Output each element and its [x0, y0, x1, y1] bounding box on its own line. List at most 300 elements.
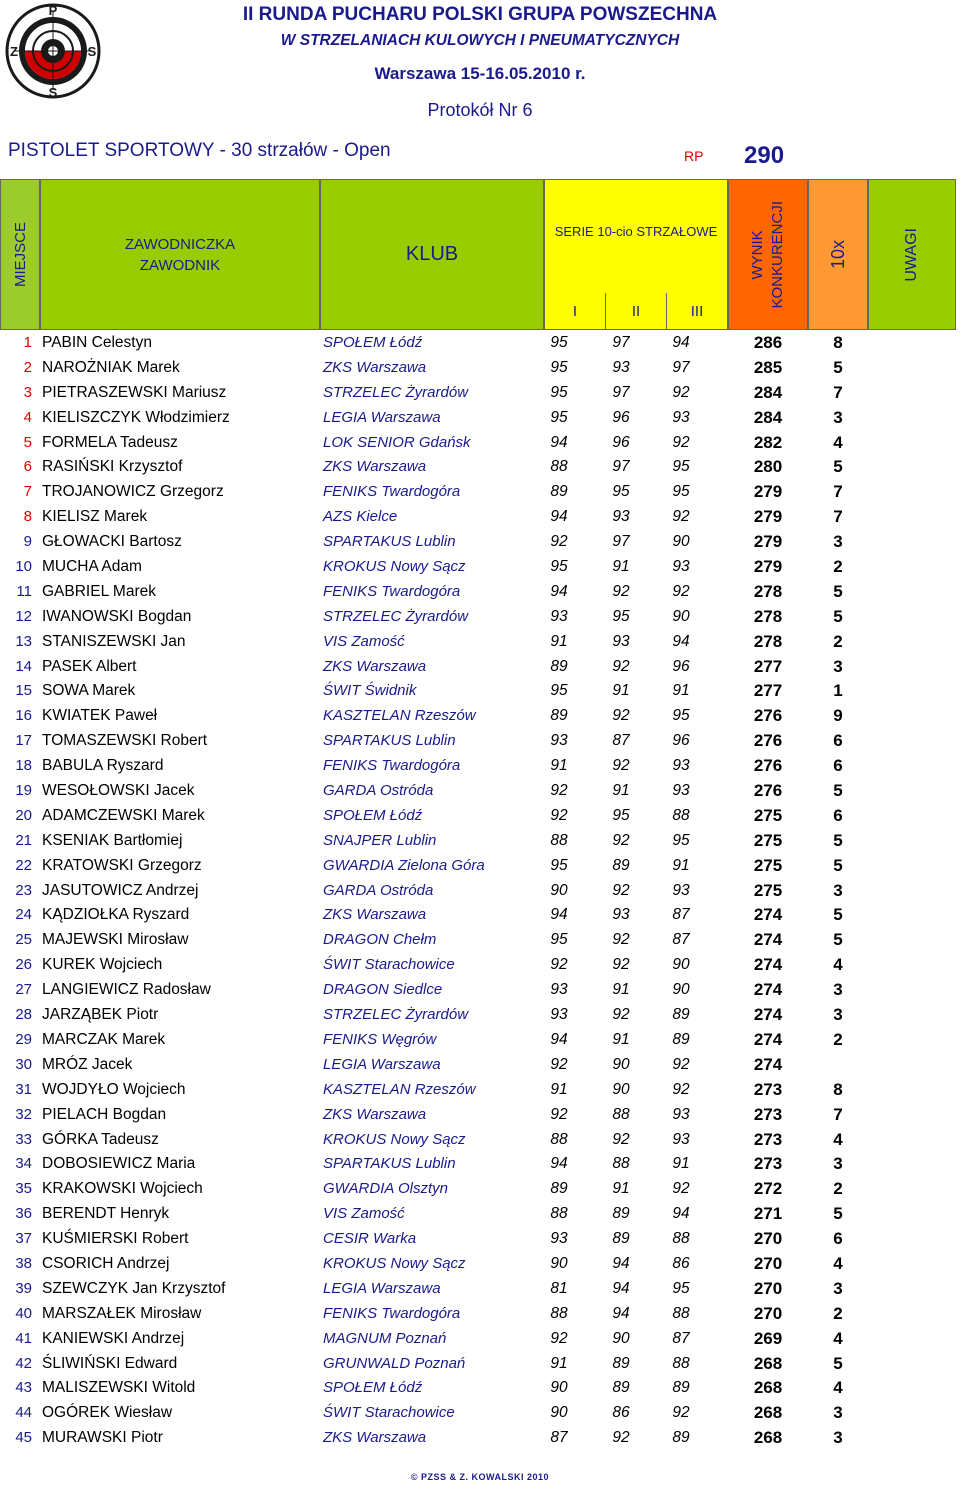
- protocol-number: Protokół Nr 6: [427, 100, 533, 120]
- row-club: LEGIA Warszawa: [323, 408, 441, 426]
- row-total: 274: [753, 980, 783, 1000]
- row-club: FENIKS Twardogóra: [323, 582, 461, 600]
- row-competitor: RASIŃSKI Krzysztof: [42, 458, 183, 476]
- row-series-2: 89: [612, 1230, 630, 1248]
- row-total: 277: [753, 681, 783, 701]
- row-series-1: 91: [550, 632, 568, 650]
- row-total: 270: [753, 1278, 783, 1298]
- row-series-3: 94: [672, 1205, 690, 1223]
- table-row: [0, 728, 960, 753]
- row-series-3: 92: [672, 1404, 690, 1422]
- row-competitor: KSENIAK Bartłomiej: [42, 831, 183, 849]
- row-club: KROKUS Nowy Sącz: [323, 1254, 466, 1272]
- row-total: 276: [753, 731, 783, 751]
- row-competitor: KUŚMIERSKI Robert: [42, 1230, 189, 1248]
- row-place: 40: [15, 1304, 32, 1322]
- row-series-3: 95: [672, 483, 690, 501]
- row-total: 275: [753, 805, 783, 825]
- row-series-2: 92: [612, 1006, 630, 1024]
- row-tens: 8: [833, 333, 843, 352]
- row-tens: 7: [833, 1104, 843, 1124]
- row-series-2: 90: [612, 1329, 630, 1347]
- table-row: [0, 1077, 960, 1102]
- row-total: 272: [753, 1179, 783, 1199]
- row-place: 20: [15, 806, 32, 824]
- row-total: 284: [753, 407, 783, 427]
- row-series-2: 89: [612, 1379, 630, 1397]
- row-series-2: 92: [612, 707, 630, 725]
- row-club: LOK SENIOR Gdańsk: [323, 433, 471, 451]
- row-place: 41: [15, 1329, 32, 1347]
- row-total: 278: [753, 606, 783, 626]
- row-series-3: 93: [672, 881, 690, 899]
- row-series-1: 95: [550, 931, 568, 949]
- row-place: 35: [15, 1180, 32, 1198]
- table-row: [0, 1052, 960, 1077]
- row-place: 13: [15, 632, 32, 650]
- row-tens: 6: [833, 1229, 843, 1249]
- row-series-1: 90: [550, 1379, 568, 1397]
- row-tens: 2: [833, 557, 843, 577]
- row-club: ŚWIT Świdnik: [323, 682, 417, 700]
- row-club: GARDA Ostróda: [323, 782, 434, 800]
- row-competitor: KIELISZCZYK Włodzimierz: [42, 408, 230, 426]
- row-series-1: 95: [550, 358, 568, 376]
- table-row: [0, 678, 960, 703]
- row-series-3: 89: [672, 1429, 690, 1447]
- row-club: CESIR Warka: [323, 1230, 417, 1248]
- row-competitor: JARZĄBEK Piotr: [42, 1006, 159, 1024]
- row-competitor: DOBOSIEWICZ Maria: [42, 1155, 196, 1173]
- table-row: [0, 1425, 960, 1450]
- svg-text:Z: Z: [10, 44, 18, 59]
- row-place: 8: [23, 508, 32, 526]
- row-series-3: 93: [672, 408, 690, 426]
- row-series-1: 91: [550, 757, 568, 775]
- row-series-3: 89: [672, 1006, 690, 1024]
- row-place: 25: [15, 931, 32, 949]
- row-series-3: 92: [672, 1180, 690, 1198]
- row-tens: 3: [833, 532, 843, 552]
- row-competitor: MARCZAK Marek: [42, 1030, 166, 1048]
- row-club: VIS Zamość: [323, 1205, 405, 1223]
- row-series-2: 91: [612, 1030, 630, 1048]
- row-series-3: 95: [672, 458, 690, 476]
- row-competitor: PIETRASZEWSKI Mariusz: [42, 383, 227, 401]
- row-series-2: 97: [612, 533, 630, 551]
- row-club: SPARTAKUS Lublin: [323, 732, 456, 750]
- col-header-competitor-line2: ZAWODNIK: [139, 256, 221, 274]
- row-competitor: LANGIEWICZ Radosław: [42, 981, 211, 999]
- row-total: 275: [753, 830, 783, 850]
- row-series-1: 88: [550, 1205, 568, 1223]
- row-series-2: 91: [612, 782, 630, 800]
- row-place: 29: [15, 1030, 32, 1048]
- row-series-2: 92: [612, 881, 630, 899]
- row-series-2: 95: [612, 483, 630, 501]
- row-tens: 1: [833, 681, 843, 701]
- row-series-1: 94: [550, 1030, 568, 1048]
- table-row: [0, 529, 960, 554]
- row-series-3: 90: [672, 981, 690, 999]
- row-club: AZS Kielce: [323, 508, 398, 526]
- col-header-series-label: SERIE 10-cio STRZAŁOWE: [554, 224, 718, 239]
- table-row: [0, 430, 960, 455]
- row-tens: 5: [833, 457, 843, 477]
- row-series-3: 91: [672, 856, 690, 874]
- row-total: 275: [753, 880, 783, 900]
- row-place: 24: [15, 906, 32, 924]
- row-tens: 5: [833, 1204, 843, 1224]
- row-series-1: 94: [550, 582, 568, 600]
- col-header-result-line2: KONKURENCJI: [769, 200, 786, 309]
- table-row: [0, 405, 960, 430]
- table-row: [0, 479, 960, 504]
- row-series-3: 97: [672, 358, 690, 376]
- row-total: 274: [753, 1029, 783, 1049]
- row-total: 273: [753, 1104, 783, 1124]
- row-club: GRUNWALD Poznań: [323, 1354, 466, 1372]
- table-row: [0, 1375, 960, 1400]
- row-place: 3: [23, 383, 32, 401]
- row-series-1: 93: [550, 1006, 568, 1024]
- col-header-result-line1: WYNIK: [749, 229, 766, 280]
- row-tens: 7: [833, 482, 843, 502]
- row-series-3: 93: [672, 782, 690, 800]
- row-competitor: TROJANOWICZ Grzegorz: [42, 483, 224, 501]
- row-series-2: 91: [612, 981, 630, 999]
- row-total: 268: [753, 1428, 783, 1448]
- row-series-3: 93: [672, 757, 690, 775]
- row-total: 274: [753, 1005, 783, 1025]
- row-total: 268: [753, 1353, 783, 1373]
- row-tens: 5: [833, 905, 843, 925]
- row-series-1: 92: [550, 956, 568, 974]
- row-series-1: 88: [550, 1304, 568, 1322]
- row-competitor: BABULA Ryszard: [42, 757, 164, 775]
- row-series-2: 93: [612, 508, 630, 526]
- row-series-3: 95: [672, 1279, 690, 1297]
- row-competitor: PABIN Celestyn: [42, 334, 152, 351]
- row-place: 10: [15, 558, 32, 576]
- row-club: KASZTELAN Rzeszów: [323, 707, 476, 725]
- table-row: [0, 1251, 960, 1276]
- row-series-1: 94: [550, 508, 568, 526]
- row-series-3: 92: [672, 1080, 690, 1098]
- row-series-3: 90: [672, 533, 690, 551]
- col-header-tens: [808, 179, 868, 330]
- row-total: 276: [753, 706, 783, 726]
- row-tens: 4: [833, 1378, 843, 1398]
- svg-text:S: S: [48, 85, 58, 100]
- copyright-footer: © PZSS & Z. KOWALSKI 2010: [410, 1472, 550, 1482]
- row-tens: 5: [833, 1353, 843, 1373]
- row-competitor: KUREK Wojciech: [42, 956, 163, 974]
- row-club: SPOŁEM Łódź: [323, 806, 423, 824]
- row-series-1: 89: [550, 657, 568, 675]
- col-header-competitor: [40, 179, 320, 330]
- row-tens: [826, 1052, 850, 1077]
- row-tens: 3: [833, 1403, 843, 1423]
- row-place: 39: [15, 1279, 32, 1297]
- row-series-1: 92: [550, 1055, 568, 1073]
- table-row: [0, 1201, 960, 1226]
- row-competitor: MUCHA Adam: [42, 558, 142, 576]
- row-competitor: SZEWCZYK Jan Krzysztof: [42, 1279, 226, 1297]
- row-competitor: SOWA Marek: [42, 682, 136, 700]
- row-club: LEGIA Warszawa: [323, 1055, 441, 1073]
- row-tens: 2: [833, 1179, 843, 1199]
- row-competitor: NAROŻNIAK Marek: [42, 358, 180, 376]
- row-competitor: MAJEWSKI Mirosław: [42, 931, 189, 949]
- row-club: SPARTAKUS Lublin: [323, 1155, 456, 1173]
- row-series-1: 88: [550, 1130, 568, 1148]
- row-total: 276: [753, 756, 783, 776]
- row-club: ZKS Warszawa: [323, 358, 427, 376]
- row-series-2: 89: [612, 1205, 630, 1223]
- row-competitor: PIELACH Bogdan: [42, 1105, 167, 1123]
- table-row: [0, 654, 960, 679]
- row-club: GWARDIA Zielona Góra: [323, 856, 485, 874]
- row-tens: 3: [833, 1005, 843, 1025]
- row-club: FENIKS Twardogóra: [323, 483, 461, 501]
- row-tens: 9: [833, 706, 843, 726]
- table-row: [0, 579, 960, 604]
- row-series-3: 92: [672, 433, 690, 451]
- row-series-3: 88: [672, 1230, 690, 1248]
- row-series-1: 92: [550, 1105, 568, 1123]
- row-total: 274: [753, 905, 783, 925]
- row-series-3: 91: [672, 1155, 690, 1173]
- row-series-3: 93: [672, 558, 690, 576]
- row-tens: 3: [833, 880, 843, 900]
- col-header-series-1: I: [572, 302, 578, 320]
- row-series-1: 95: [550, 682, 568, 700]
- row-series-3: 92: [672, 1055, 690, 1073]
- row-series-1: 95: [550, 408, 568, 426]
- row-series-1: 93: [550, 607, 568, 625]
- row-series-3: 86: [672, 1254, 690, 1272]
- row-competitor: OGÓREK Wiesław: [42, 1404, 173, 1422]
- row-place: 15: [15, 682, 32, 700]
- row-tens: 5: [833, 855, 843, 875]
- row-series-1: 92: [550, 533, 568, 551]
- row-club: KROKUS Nowy Sącz: [323, 558, 466, 576]
- row-place: 33: [15, 1130, 32, 1148]
- table-row: [0, 977, 960, 1002]
- rp-value: 290: [744, 142, 785, 169]
- row-series-3: 94: [672, 334, 690, 351]
- row-series-3: 90: [672, 956, 690, 974]
- row-series-3: 87: [672, 1329, 690, 1347]
- row-total: 279: [753, 557, 783, 577]
- row-club: FENIKS Węgrów: [323, 1030, 437, 1048]
- row-series-1: 91: [550, 1080, 568, 1098]
- table-row: [0, 853, 960, 878]
- row-total: 279: [753, 482, 783, 502]
- row-total: 280: [753, 457, 783, 477]
- row-place: 45: [15, 1429, 32, 1447]
- table-row: [0, 1002, 960, 1027]
- col-header-competitor-line1: ZAWODNICZKA: [124, 235, 236, 253]
- row-series-3: 94: [672, 632, 690, 650]
- row-tens: 5: [833, 930, 843, 950]
- row-competitor: GŁOWACKI Bartosz: [42, 533, 182, 551]
- row-place: 34: [15, 1155, 32, 1173]
- row-series-1: 92: [550, 1329, 568, 1347]
- row-tens: 4: [833, 1328, 843, 1348]
- row-series-3: 90: [672, 607, 690, 625]
- row-competitor: CSORICH Andrzej: [42, 1254, 170, 1272]
- row-series-3: 89: [672, 1030, 690, 1048]
- row-tens: 3: [833, 980, 843, 1000]
- row-place: 28: [15, 1006, 32, 1024]
- row-place: 31: [15, 1080, 32, 1098]
- row-club: DRAGON Siedlce: [323, 981, 443, 999]
- col-header-series: [544, 179, 728, 330]
- row-series-2: 91: [612, 682, 630, 700]
- row-series-1: 95: [550, 334, 568, 351]
- row-competitor: KWIATEK Paweł: [42, 707, 158, 725]
- row-series-2: 96: [612, 408, 630, 426]
- row-competitor: PASEK Albert: [42, 657, 137, 675]
- row-series-2: 93: [612, 632, 630, 650]
- row-place: 37: [15, 1230, 32, 1248]
- row-place: 19: [15, 782, 32, 800]
- row-series-3: 93: [672, 1105, 690, 1123]
- row-place: 26: [15, 956, 32, 974]
- row-total: 284: [753, 382, 783, 402]
- row-total: 271: [753, 1204, 783, 1224]
- row-place: 36: [15, 1205, 32, 1223]
- row-series-1: 87: [550, 1429, 568, 1447]
- row-total: 276: [753, 781, 783, 801]
- row-club: SNAJPER Lublin: [323, 831, 437, 849]
- table-row: [0, 330, 960, 355]
- row-series-2: 97: [612, 383, 630, 401]
- row-competitor: WOJDYŁO Wojciech: [42, 1080, 186, 1098]
- row-total: 273: [753, 1129, 783, 1149]
- row-series-3: 89: [672, 1379, 690, 1397]
- row-place: 9: [23, 533, 32, 551]
- row-competitor: KRATOWSKI Grzegorz: [42, 856, 202, 874]
- row-series-2: 88: [612, 1155, 630, 1173]
- row-series-1: 81: [550, 1279, 568, 1297]
- row-place: 21: [15, 831, 32, 849]
- row-competitor: KĄDZIOŁKA Ryszard: [42, 906, 190, 924]
- table-row: [0, 927, 960, 952]
- row-club: ZKS Warszawa: [323, 1429, 427, 1447]
- row-total: 274: [753, 930, 783, 950]
- row-tens: 3: [833, 1154, 843, 1174]
- row-competitor: KIELISZ Marek: [42, 508, 148, 526]
- row-club: FENIKS Twardogóra: [323, 1304, 461, 1322]
- row-competitor: IWANOWSKI Bogdan: [42, 607, 192, 625]
- row-series-2: 93: [612, 358, 630, 376]
- row-club: ŚWIT Starachowice: [323, 956, 455, 974]
- row-club: ZKS Warszawa: [323, 657, 427, 675]
- row-tens: 2: [833, 631, 843, 651]
- row-series-1: 94: [550, 906, 568, 924]
- col-header-club-label: KLUB: [405, 243, 459, 265]
- row-series-2: 87: [612, 732, 630, 750]
- row-total: 277: [753, 656, 783, 676]
- row-series-1: 89: [550, 707, 568, 725]
- col-header-series-2: II: [605, 293, 666, 329]
- svg-text:P: P: [48, 3, 58, 18]
- rp-label: RP: [684, 148, 704, 164]
- row-total: 279: [753, 532, 783, 552]
- row-competitor: FORMELA Tadeusz: [42, 433, 178, 451]
- row-series-1: 92: [550, 782, 568, 800]
- row-competitor: GÓRKA Tadeusz: [42, 1130, 159, 1148]
- row-series-2: 96: [612, 433, 630, 451]
- row-tens: 4: [833, 1253, 843, 1273]
- col-header-club: [320, 179, 544, 330]
- row-total: 282: [753, 432, 783, 452]
- row-total: 285: [753, 357, 783, 377]
- row-series-3: 91: [672, 682, 690, 700]
- row-club: FENIKS Twardogóra: [323, 757, 461, 775]
- row-place: 5: [23, 433, 32, 451]
- row-series-2: 91: [612, 1180, 630, 1198]
- row-series-3: 87: [672, 931, 690, 949]
- row-tens: 4: [833, 1129, 843, 1149]
- row-competitor: GABRIEL Marek: [42, 582, 156, 600]
- row-total: 273: [753, 1079, 783, 1099]
- row-total: 286: [753, 333, 783, 352]
- row-series-2: 92: [612, 831, 630, 849]
- table-row: [0, 1151, 960, 1176]
- table-row: [0, 1102, 960, 1127]
- row-tens: 3: [833, 407, 843, 427]
- col-header-place: [0, 179, 40, 330]
- row-total: 279: [753, 507, 783, 527]
- row-place: 18: [15, 757, 32, 775]
- row-tens: 2: [833, 1029, 843, 1049]
- table-row: [0, 828, 960, 853]
- event-subtitle: W STRZELANIACH KULOWYCH I PNEUMATYCZNYCH: [280, 32, 680, 49]
- row-series-2: 92: [612, 956, 630, 974]
- table-row: [0, 1351, 960, 1376]
- table-row: [0, 952, 960, 977]
- row-competitor: KRAKOWSKI Wojciech: [42, 1180, 203, 1198]
- row-series-2: 95: [612, 607, 630, 625]
- row-club: ZKS Warszawa: [323, 906, 427, 924]
- row-place: 42: [15, 1354, 32, 1372]
- competition-category: PISTOLET SPORTOWY - 30 strzałów - Open: [8, 140, 391, 161]
- row-total: 275: [753, 855, 783, 875]
- event-title: II RUNDA PUCHARU POLSKI GRUPA POWSZECHNA: [242, 4, 718, 25]
- row-place: 1: [23, 334, 32, 351]
- row-series-2: 92: [612, 582, 630, 600]
- row-series-1: 88: [550, 458, 568, 476]
- row-series-1: 94: [550, 1155, 568, 1173]
- row-series-3: 92: [672, 508, 690, 526]
- row-series-2: 94: [612, 1254, 630, 1272]
- table-row: [0, 778, 960, 803]
- row-series-1: 89: [550, 483, 568, 501]
- row-series-1: 93: [550, 732, 568, 750]
- row-series-1: 95: [550, 558, 568, 576]
- row-series-3: 92: [672, 383, 690, 401]
- col-header-tens-label: 10x: [827, 239, 848, 270]
- row-place: 12: [15, 607, 32, 625]
- row-tens: 7: [833, 382, 843, 402]
- row-series-1: 95: [550, 383, 568, 401]
- row-club: SPARTAKUS Lublin: [323, 533, 456, 551]
- row-competitor: STANISZEWSKI Jan: [42, 632, 186, 650]
